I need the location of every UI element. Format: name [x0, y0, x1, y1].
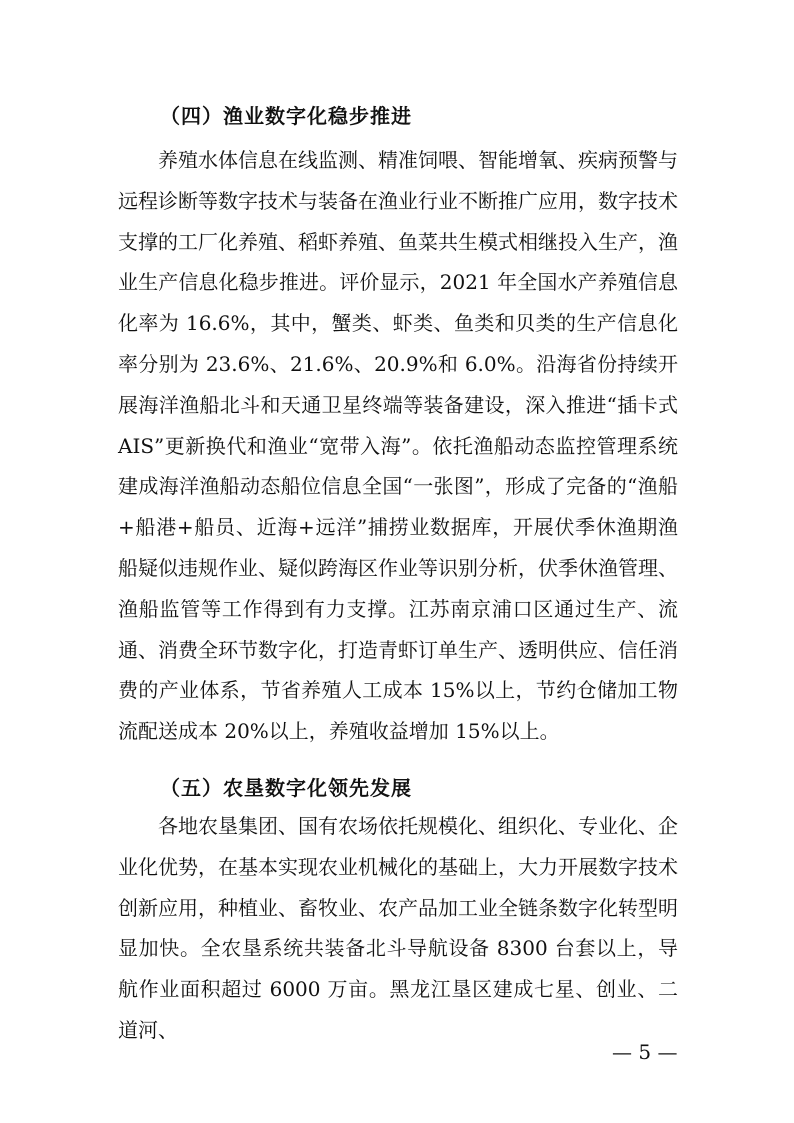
section-paragraph-state-farm: 各地农垦集团、国有农场依托规模化、组织化、专业化、企业化优势，在基本实现农业机械化的基础上，大力开展数字技术创新应用，种植业、畜牧业、农产品加工业全链条数字化转型明显加快。全农垦系统共装备北斗导航设备 8300 台套以上，导航作业面积超过 6000 万亩。黑龙江垦区建成七星、创业、二道河、	[118, 814, 678, 1042]
section-heading-fishery: （四）渔业数字化稳步推进	[160, 104, 412, 128]
section-heading-state-farm: （五）农垦数字化领先发展	[160, 776, 412, 800]
section-paragraph-fishery: 养殖水体信息在线监测、精准饲喂、智能增氧、疾病预警与远程诊断等数字技术与装备在渔业行业不断推广应用，数字技术支撑的工厂化养殖、稻虾养殖、鱼菜共生模式相继投入生产，渔业生产信息化稳步推进。评价显示，2021 年全国水产养殖信息化率为 16.6%，其中，蟹类、虾类、鱼类和贝类的生产信息化率分别为 23.6%、21.6%、20.9%和 6.0%。沿海省份持续开展海洋渔船北斗和天通卫星终端等装备建设，深入推进“插卡式 AIS”更新换代和渔业“宽带入海”。依托渔船动态监控管理系统建成海洋渔船动态船位信息全国“一张图”，形成了完备的“渔船+船港+船员、近海+远洋”捕捞业数据库，开展伏季休渔期渔船疑似违规作业、疑似跨海区作业等识别分析，伏季休渔管理、渔船监管等工作得到有力支撑。江苏南京浦口区通过生产、流通、消费全环节数字化，打造青虾订单生产、透明供应、信任消费的产业体系，节省养殖人工成本 15%以上，节约仓储加工物流配送成本 20%以上，养殖收益增加 15%以上。	[118, 148, 678, 744]
page-number: — 5 —	[612, 1040, 678, 1064]
